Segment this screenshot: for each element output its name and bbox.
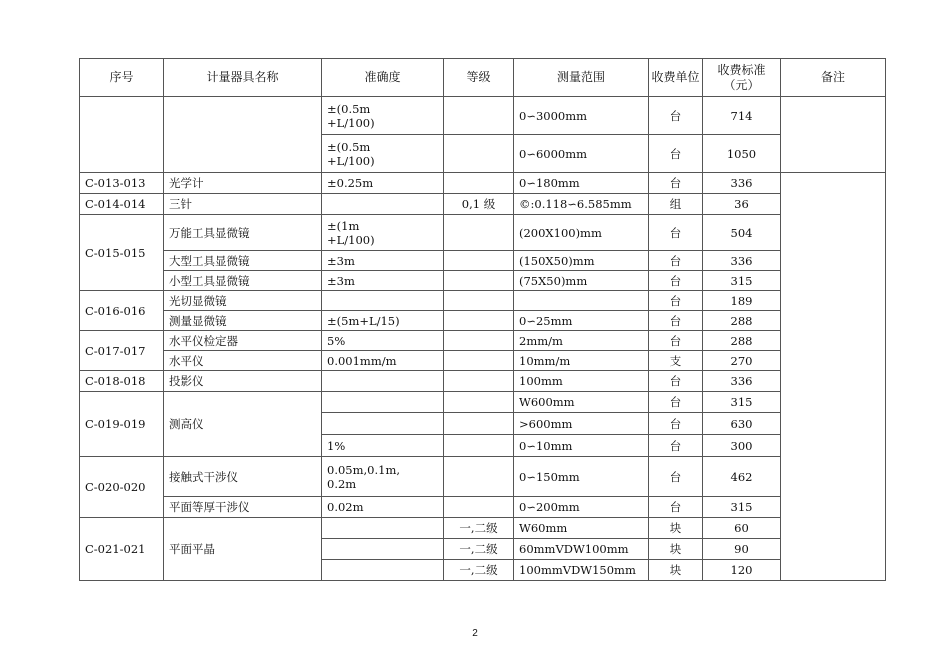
cell-grade bbox=[444, 291, 514, 311]
cell-accuracy bbox=[322, 560, 444, 581]
cell-seq: C-020-020 bbox=[80, 457, 164, 518]
cell-accuracy: ±3m bbox=[322, 271, 444, 291]
cell-unit: 台 bbox=[649, 371, 703, 392]
cell-accuracy bbox=[322, 291, 444, 311]
cell-accuracy: 0.001mm/m bbox=[322, 351, 444, 371]
cell-grade bbox=[444, 371, 514, 392]
table-row bbox=[80, 351, 886, 371]
table-row bbox=[80, 392, 886, 413]
cell-unit: 台 bbox=[649, 311, 703, 331]
cell-fee: 315 bbox=[703, 271, 781, 291]
cell-seq: C-018-018 bbox=[80, 371, 164, 392]
cell-remark bbox=[781, 97, 886, 173]
header-unit: 收费单位 bbox=[649, 59, 703, 97]
cell-range: ©:0.118∽6.585mm bbox=[514, 194, 649, 215]
cell-name: 投影仪 bbox=[164, 371, 322, 392]
cell-accuracy bbox=[322, 194, 444, 215]
cell-accuracy bbox=[322, 392, 444, 413]
cell-fee: 504 bbox=[703, 215, 781, 251]
cell-grade bbox=[444, 251, 514, 271]
cell-grade bbox=[444, 135, 514, 173]
cell-name: 光切显微镜 bbox=[164, 291, 322, 311]
header-name: 计量器具名称 bbox=[164, 59, 322, 97]
cell-grade: 一,二级 bbox=[444, 560, 514, 581]
cell-unit: 组 bbox=[649, 194, 703, 215]
cell-fee: 300 bbox=[703, 435, 781, 457]
table-row bbox=[80, 311, 886, 331]
cell-range: 0∽25mm bbox=[514, 311, 649, 331]
cell-seq: C-017-017 bbox=[80, 331, 164, 371]
cell-grade bbox=[444, 457, 514, 497]
cell-accuracy: ±(1m +L/100) bbox=[322, 215, 444, 251]
cell-unit: 台 bbox=[649, 291, 703, 311]
cell-range bbox=[514, 291, 649, 311]
cell-range: W60mm bbox=[514, 518, 649, 539]
cell-range: 60mmVDW100mm bbox=[514, 539, 649, 560]
cell-grade bbox=[444, 311, 514, 331]
cell-fee: 336 bbox=[703, 251, 781, 271]
cell-grade bbox=[444, 497, 514, 518]
cell-grade bbox=[444, 97, 514, 135]
table-row bbox=[80, 251, 886, 271]
cell-name: 测高仪 bbox=[164, 392, 322, 457]
cell-range: >600mm bbox=[514, 413, 649, 435]
cell-fee: 714 bbox=[703, 97, 781, 135]
cell-range: (200X100)mm bbox=[514, 215, 649, 251]
cell-accuracy bbox=[322, 518, 444, 539]
cell-accuracy: ±(5m+L/15) bbox=[322, 311, 444, 331]
cell-range: 0∽200mm bbox=[514, 497, 649, 518]
cell-unit: 台 bbox=[649, 392, 703, 413]
cell-range: 0∽150mm bbox=[514, 457, 649, 497]
cell-fee: 270 bbox=[703, 351, 781, 371]
header-row bbox=[80, 59, 886, 97]
table-row bbox=[80, 291, 886, 311]
cell-unit: 块 bbox=[649, 518, 703, 539]
cell-seq: C-015-015 bbox=[80, 215, 164, 291]
cell-accuracy: ±3m bbox=[322, 251, 444, 271]
cell-fee: 315 bbox=[703, 392, 781, 413]
cell-unit: 台 bbox=[649, 413, 703, 435]
cell-fee: 189 bbox=[703, 291, 781, 311]
cell-name: 万能工具显微镜 bbox=[164, 215, 322, 251]
cell-accuracy bbox=[322, 539, 444, 560]
cell-range: (75X50)mm bbox=[514, 271, 649, 291]
cell-grade bbox=[444, 351, 514, 371]
header-seq: 序号 bbox=[80, 59, 164, 97]
cell-range: 2mm/m bbox=[514, 331, 649, 351]
cell-grade bbox=[444, 271, 514, 291]
cell-grade bbox=[444, 215, 514, 251]
cell-accuracy: 0.05m,0.1m, 0.2m bbox=[322, 457, 444, 497]
cell-accuracy: ±0.25m bbox=[322, 173, 444, 194]
cell-range: 0∽10mm bbox=[514, 435, 649, 457]
cell-grade: 一,二级 bbox=[444, 539, 514, 560]
cell-fee: 336 bbox=[703, 371, 781, 392]
cell-unit: 支 bbox=[649, 351, 703, 371]
table-row bbox=[80, 497, 886, 518]
cell-name bbox=[164, 97, 322, 173]
cell-accuracy: ±(0.5m +L/100) bbox=[322, 97, 444, 135]
cell-seq bbox=[80, 97, 164, 173]
table-row bbox=[80, 173, 886, 194]
cell-range: 100mm bbox=[514, 371, 649, 392]
cell-accuracy: 5% bbox=[322, 331, 444, 351]
cell-fee: 462 bbox=[703, 457, 781, 497]
cell-accuracy: 1% bbox=[322, 435, 444, 457]
table-row bbox=[80, 331, 886, 351]
table-row bbox=[80, 518, 886, 539]
cell-range: 0∽180mm bbox=[514, 173, 649, 194]
cell-name: 平面平晶 bbox=[164, 518, 322, 581]
cell-grade: 0,1 级 bbox=[444, 194, 514, 215]
cell-unit: 台 bbox=[649, 251, 703, 271]
header-range: 测量范围 bbox=[514, 59, 649, 97]
cell-range: 10mm/m bbox=[514, 351, 649, 371]
cell-fee: 60 bbox=[703, 518, 781, 539]
cell-range: 100mmVDW150mm bbox=[514, 560, 649, 581]
cell-grade: 一,二级 bbox=[444, 518, 514, 539]
cell-grade bbox=[444, 331, 514, 351]
cell-name: 大型工具显微镜 bbox=[164, 251, 322, 271]
cell-range: (150X50)mm bbox=[514, 251, 649, 271]
cell-name: 接触式干涉仪 bbox=[164, 457, 322, 497]
cell-unit: 台 bbox=[649, 97, 703, 135]
cell-fee: 1050 bbox=[703, 135, 781, 173]
cell-seq: C-014-014 bbox=[80, 194, 164, 215]
cell-accuracy: ±(0.5m +L/100) bbox=[322, 135, 444, 173]
cell-fee: 336 bbox=[703, 173, 781, 194]
table-row bbox=[80, 371, 886, 392]
cell-fee: 288 bbox=[703, 311, 781, 331]
cell-unit: 台 bbox=[649, 271, 703, 291]
cell-fee: 288 bbox=[703, 331, 781, 351]
cell-grade bbox=[444, 173, 514, 194]
fee-table bbox=[79, 58, 886, 581]
header-accuracy: 准确度 bbox=[322, 59, 444, 97]
cell-unit: 块 bbox=[649, 560, 703, 581]
cell-name: 三针 bbox=[164, 194, 322, 215]
cell-name: 测量显微镜 bbox=[164, 311, 322, 331]
table-row bbox=[80, 97, 886, 135]
cell-accuracy: 0.02m bbox=[322, 497, 444, 518]
table-row bbox=[80, 194, 886, 215]
cell-name: 小型工具显微镜 bbox=[164, 271, 322, 291]
cell-grade bbox=[444, 413, 514, 435]
cell-range: 0∽3000mm bbox=[514, 97, 649, 135]
cell-seq: C-019-019 bbox=[80, 392, 164, 457]
cell-accuracy bbox=[322, 413, 444, 435]
cell-unit: 台 bbox=[649, 435, 703, 457]
cell-name: 平面等厚干涉仪 bbox=[164, 497, 322, 518]
cell-fee: 120 bbox=[703, 560, 781, 581]
cell-seq: C-021-021 bbox=[80, 518, 164, 581]
cell-fee: 90 bbox=[703, 539, 781, 560]
header-fee: 收费标准（元） bbox=[703, 59, 781, 97]
cell-name: 光学计 bbox=[164, 173, 322, 194]
cell-range: W600mm bbox=[514, 392, 649, 413]
cell-fee: 36 bbox=[703, 194, 781, 215]
cell-unit: 台 bbox=[649, 331, 703, 351]
cell-name: 水平仪检定器 bbox=[164, 331, 322, 351]
header-grade: 等级 bbox=[444, 59, 514, 97]
cell-unit: 台 bbox=[649, 215, 703, 251]
cell-accuracy bbox=[322, 371, 444, 392]
table-row bbox=[80, 215, 886, 251]
cell-unit: 块 bbox=[649, 539, 703, 560]
header-remark: 备注 bbox=[781, 59, 886, 97]
cell-grade bbox=[444, 392, 514, 413]
cell-seq: C-016-016 bbox=[80, 291, 164, 331]
cell-grade bbox=[444, 435, 514, 457]
table-row bbox=[80, 457, 886, 497]
cell-remark bbox=[781, 173, 886, 581]
cell-unit: 台 bbox=[649, 135, 703, 173]
cell-unit: 台 bbox=[649, 497, 703, 518]
table-row bbox=[80, 271, 886, 291]
cell-range: 0∽6000mm bbox=[514, 135, 649, 173]
cell-fee: 630 bbox=[703, 413, 781, 435]
cell-unit: 台 bbox=[649, 457, 703, 497]
cell-unit: 台 bbox=[649, 173, 703, 194]
cell-seq: C-013-013 bbox=[80, 173, 164, 194]
cell-fee: 315 bbox=[703, 497, 781, 518]
cell-name: 水平仪 bbox=[164, 351, 322, 371]
page-number: 2 bbox=[472, 628, 478, 639]
